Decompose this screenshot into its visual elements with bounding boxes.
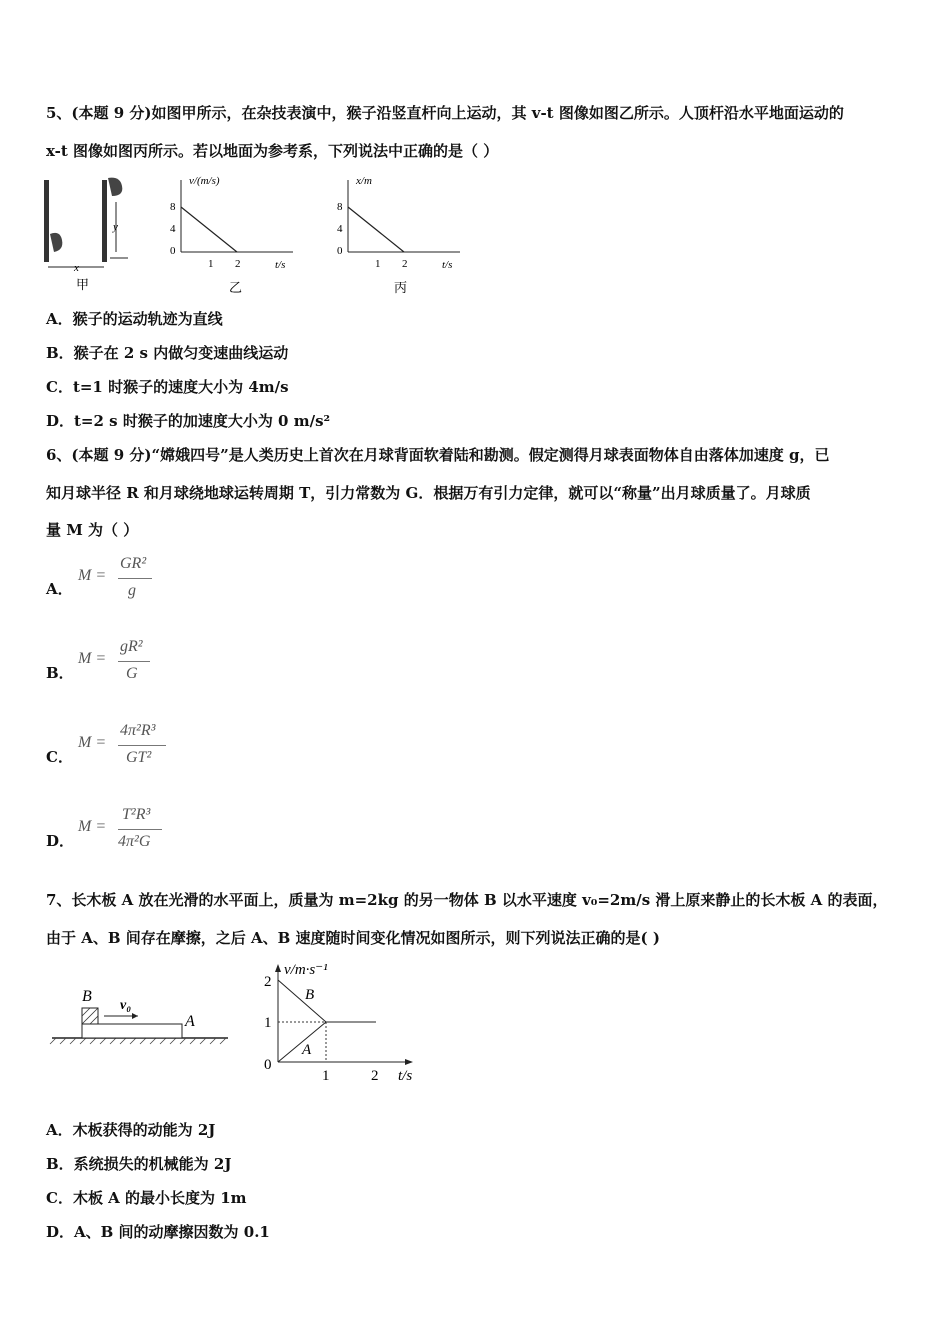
x-label: x <box>74 262 79 274</box>
formula-denominator: G <box>126 665 138 682</box>
y-label: y <box>113 221 118 233</box>
label-b: B <box>82 988 92 1005</box>
bing-data-line <box>348 207 404 252</box>
caption-jia: 甲 <box>76 277 90 292</box>
ground-hatching <box>50 1038 226 1044</box>
q7-option-a: A．木板获得的动能为 2J <box>46 1121 216 1139</box>
formula-lhs: M = <box>78 567 107 584</box>
graph-tick-0: 0 <box>264 1057 272 1073</box>
graph-tick-2: 2 <box>264 974 272 990</box>
formula-numerator: GR² <box>120 555 147 572</box>
arrow-head-icon <box>132 1013 138 1019</box>
series-a-label: A <box>302 1042 312 1058</box>
monkey-right <box>108 178 122 196</box>
q6-option-c-label: C． <box>46 748 73 766</box>
graph-xtick-1: 1 <box>322 1068 330 1084</box>
formula-denominator: GT² <box>126 749 152 766</box>
monkey-left <box>50 233 62 252</box>
formula-lhs: M = <box>78 734 107 751</box>
series-b-line <box>278 980 376 1022</box>
bing-tick-0: 0 <box>337 245 343 257</box>
yi-ylabel: v/(m/s) <box>189 175 220 187</box>
q7-stem-line1: 7、长木板 A 放在光滑的水平面上，质量为 m=2kg 的另一物体 B 以水平速度 v₀=2m/s 滑上原来静止的长木板 A 的表面， <box>46 891 888 909</box>
formula-lhs: M = <box>78 650 107 667</box>
q5-option-d: D．t=2 s 时猴子的加速度大小为 0 m/s² <box>46 412 331 430</box>
q5-option-c: C．t=1 时猴子的速度大小为 4m/s <box>46 378 289 396</box>
q7-option-d: D．A、B 间的动摩擦因数为 0.1 <box>46 1223 270 1241</box>
q6-stem-line3: 量 M 为（ ） <box>46 521 139 539</box>
yi-tick-4: 4 <box>170 223 176 235</box>
bing-tick-1: 1 <box>375 258 381 270</box>
q5-figure-bing <box>332 170 472 298</box>
fraction-bar <box>118 829 162 830</box>
graph-tick-1: 1 <box>264 1015 272 1031</box>
bing-tick-8: 8 <box>337 201 343 213</box>
yi-tick-1: 1 <box>208 258 214 270</box>
graph-xlabel: t/s <box>398 1068 413 1084</box>
bing-xlabel: t/s <box>442 259 453 271</box>
formula-numerator: T²R³ <box>122 806 151 823</box>
yi-tick-0: 0 <box>170 245 176 257</box>
q7-figure-block <box>48 980 238 1050</box>
q7-option-c: C．木板 A 的最小长度为 1m <box>46 1189 247 1207</box>
series-b-label: B <box>305 987 315 1003</box>
fraction-bar <box>118 661 150 662</box>
q7-option-b: B．系统损失的机械能为 2J <box>46 1155 232 1173</box>
y-arrow-icon <box>275 964 281 972</box>
bing-tick-2: 2 <box>402 258 408 270</box>
yi-tick-2: 2 <box>235 258 241 270</box>
caption-bing: 丙 <box>394 280 408 295</box>
q5-stem-line1: 5、(本题 9 分)如图甲所示，在杂技表演中，猴子沿竖直杆向上运动，其 v-t 图像如图乙所示。人顶杆沿水平地面运动的 <box>46 104 844 122</box>
q6-stem-line1: 6、(本题 9 分)“嫦娥四号”是人类历史上首次在月球背面软着陆和勘测。假定测得月球表面物体自由落体加速度 g，已 <box>46 446 830 464</box>
yi-xlabel: t/s <box>275 259 286 271</box>
yi-tick-8: 8 <box>170 201 176 213</box>
q5-option-a: A．猴子的运动轨迹为直线 <box>46 310 223 328</box>
q6-option-d-label: D． <box>46 832 75 850</box>
pole-left <box>44 180 49 262</box>
formula-numerator: gR² <box>120 638 143 655</box>
bing-tick-4: 4 <box>337 223 343 235</box>
q5-figure-yi <box>165 170 305 298</box>
graph-xtick-2: 2 <box>371 1068 379 1084</box>
q6-option-a-label: A． <box>46 580 73 598</box>
graph-ylabel: v/m·s⁻¹ <box>284 962 328 978</box>
fraction-bar <box>118 578 152 579</box>
q5-option-b: B．猴子在 2 s 内做匀变速曲线运动 <box>46 344 289 362</box>
q7-stem-line2: 由于 A、B 间存在摩擦，之后 A、B 速度随时间变化情况如图所示，则下列说法正确的是( ) <box>46 929 660 947</box>
x-arrow-icon <box>405 1059 413 1065</box>
formula-lhs: M = <box>78 818 107 835</box>
q7-figure-graph <box>258 958 428 1088</box>
fraction-bar <box>118 745 166 746</box>
board-a <box>82 1024 182 1038</box>
yi-data-line <box>181 207 237 252</box>
formula-denominator: g <box>128 582 136 599</box>
caption-yi: 乙 <box>229 280 243 295</box>
label-v0: v₀ <box>120 998 132 1013</box>
formula-numerator: 4π²R³ <box>120 722 156 739</box>
bing-ylabel: x/m <box>356 175 372 187</box>
q6-stem-line2: 知月球半径 R 和月球绕地球运转周期 T，引力常数为 G．根据万有引力定律，就可以“称量”出月球质量了。月球质 <box>46 484 811 502</box>
q6-option-b-label: B． <box>46 664 74 682</box>
formula-denominator: 4π²G <box>118 833 151 850</box>
pole-right <box>102 180 107 262</box>
q5-stem-line2: x-t 图像如图丙所示。若以地面为参考系，下列说法中正确的是（ ） <box>46 142 499 160</box>
label-a: A <box>185 1013 195 1030</box>
q5-figure-jia <box>40 172 140 297</box>
